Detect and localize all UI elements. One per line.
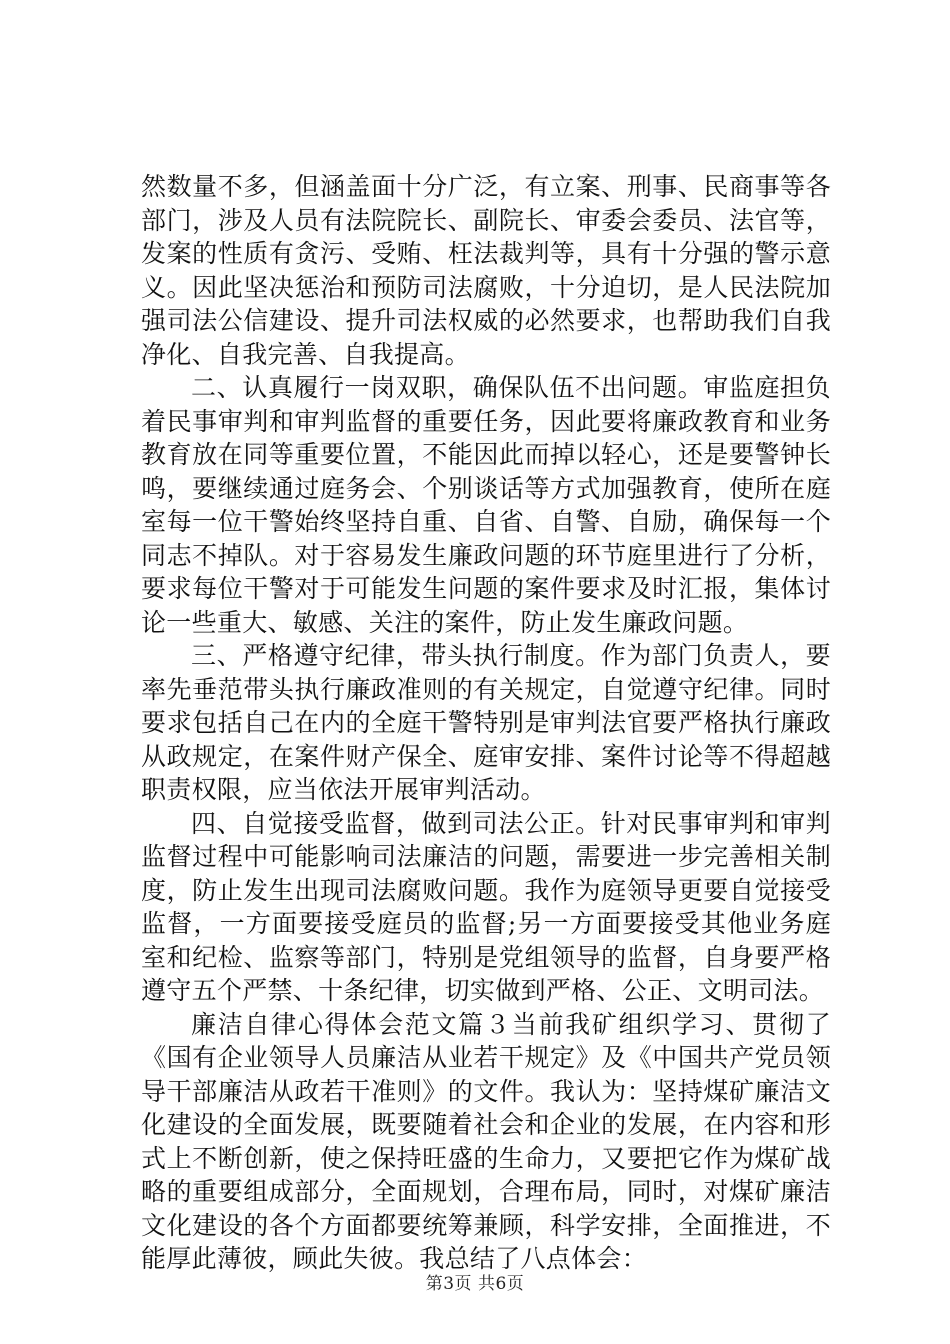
paragraph-section-four: 四、自觉接受监督，做到司法公正。针对民事审判和审判监督过程中可能影响司法廉洁的问题，需要进一步完善相关制度，防止发生出现司法腐败问题。我作为庭领导更要自觉接受监督，一方面要接受庭员的监督;另一方面要接受其他业务庭室和纪检、监察等部门，特别是党组领导的监督，自身要严格遵守五个严禁、十条纪律，切实做到严格、公正、文明司法。 bbox=[141, 808, 831, 1005]
paragraph-continuation: 然数量不多，但涵盖面十分广泛，有立案、刑事、民商事等各部门，涉及人员有法院院长、副院长、审委会委员、法官等，发案的性质有贪污、受贿、枉法裁判等，具有十分强的警示意义。因此坚决惩治和预防司法腐败，十分迫切，是人民法院加强司法公信建设、提升司法权威的必然要求，也帮助我们自我净化、自我完善、自我提高。 bbox=[141, 172, 831, 369]
paragraph-section-two: 二、认真履行一岗双职，确保队伍不出问题。审监庭担负着民事审判和审判监督的重要任务，因此要将廉政教育和业务教育放在同等重要位置，不能因此而掉以轻心，还是要警钟长鸣，要继续通过庭务会、个别谈话等方式加强教育，使所在庭室每一位干警始终坚持自重、自省、自警、自励，确保每一个同志不掉队。对于容易发生廉政问题的环节庭里进行了分析，要求每位干警对于可能发生问题的案件要求及时汇报，集体讨论一些重大、敏感、关注的案件，防止发生廉政问题。 bbox=[141, 373, 831, 637]
document-body bbox=[141, 170, 831, 1276]
paragraph-section-three: 三、严格遵守纪律，带头执行制度。作为部门负责人，要率先垂范带头执行廉政准则的有关规定，自觉遵守纪律。同时要求包括自己在内的全庭干警特别是审判法官要严格执行廉政从政规定，在案件财产保全、庭审安排、案件讨论等不得超越职责权限，应当依法开展审判活动。 bbox=[141, 641, 831, 804]
page-number-footer: 第3页 共6页 bbox=[425, 1274, 525, 1294]
paragraph-essay-three: 廉洁自律心得体会范文篇３当前我矿组织学习、贯彻了《国有企业领导人员廉洁从业若干规定》及《中国共产党员领导干部廉洁从政若干准则》的文件。我认为：坚持煤矿廉洁文化建设的全面发展，既要随着社会和企业的发展，在内容和形式上不断创新，使之保持旺盛的生命力，又要把它作为煤矿战略的重要组成部分，全面规划，合理布局，同时，对煤矿廉洁文化建设的各个方面都要统筹兼顾，科学安排，全面推进，不能厚此薄彼，顾此失彼。我总结了八点体会： bbox=[141, 1009, 831, 1273]
